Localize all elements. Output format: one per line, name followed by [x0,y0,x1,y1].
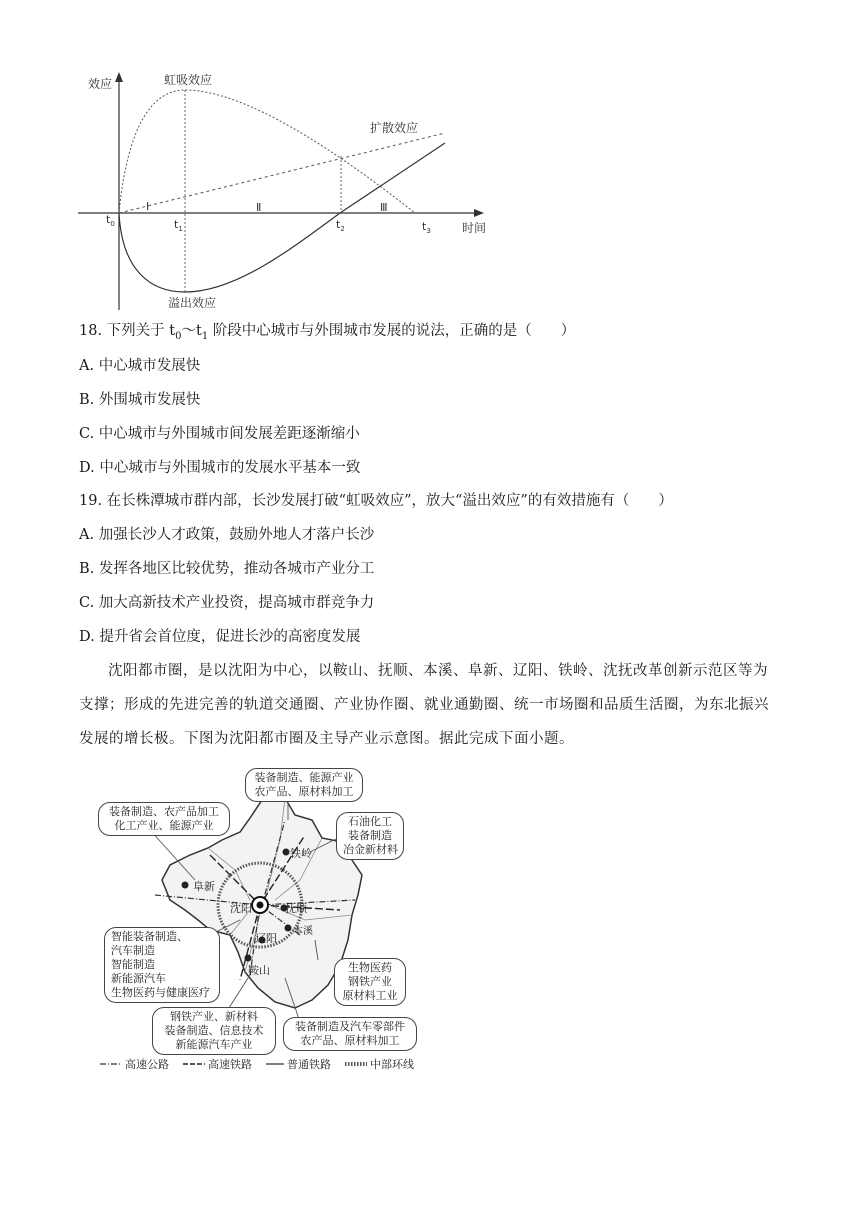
legend-ring: 中部环线 [345,1056,414,1072]
industry-box-shenyang: 智能装备制造、 汽车制造 智能制造 新能源汽车 生物医药与健康医疗 [104,927,220,1003]
anshan-marker [245,955,252,962]
t0-label: $t_0$ [106,213,115,228]
industry-box-fuxin: 装备制造、农产品加工 化工产业、能源产业 [98,802,230,836]
benxi-label: 本溪 [293,926,313,937]
benxi-marker [285,925,292,932]
q18-option-c[interactable]: C. 中心城市与外围城市间发展差距逐渐缩小 [79,426,360,442]
q18-option-a[interactable]: A. 中心城市发展快 [79,358,201,374]
passage-line-3: 发展的增长极。下图为沈阳都市圈及主导产业示意图。据此完成下面小题。 [79,731,574,747]
diffusion-line [119,133,445,213]
q19-option-a[interactable]: A. 加强长沙人才政策，鼓励外地人才落户长沙 [79,527,375,543]
legend-ring-swatch [345,1060,367,1068]
t1-label: $t_1$ [174,218,183,233]
industry-box-benxi: 生物医药 钢铁产业 原材料工业 [334,958,406,1006]
legend-hsr-swatch [183,1060,205,1068]
t3-label: $t_3$ [422,220,431,235]
effects-chart [70,60,500,315]
y-axis-label: 效应 [88,77,113,91]
siphon-label: 虹吸效应 [164,73,213,87]
x-axis-arrow [474,209,484,217]
q18-option-b[interactable]: B. 外围城市发展快 [79,392,201,408]
q19-option-c[interactable]: C. 加大高新技术产业投资，提高城市群竞争力 [79,595,375,611]
y-axis-arrow [115,72,123,82]
industry-box-anshan: 钢铁产业、新材料 装备制造、信息技术 新能源汽车产业 [152,1007,276,1055]
stage-2-label: Ⅱ [256,201,262,214]
industry-box-tieling: 石油化工 装备制造 冶金新材料 [336,812,404,860]
stage-3-label: Ⅲ [380,201,388,214]
passage-line-2: 支撑；形成的先进完善的轨道交通圈、产业协作圈、就业通勤圈、统一市场圈和品质生活圈，为东北振兴 [79,697,769,713]
tieling-label: 铁岭 [290,847,312,860]
fushun-label: 抚顺 [285,902,307,915]
q18-option-d[interactable]: D. 中心城市与外围城市的发展水平基本一致 [79,460,361,476]
q19-option-b[interactable]: B. 发挥各地区比较优势，推动各城市产业分工 [79,561,375,577]
industry-box-top: 装备制造、能源产业 农产品、原材料加工 [245,768,363,802]
tieling-marker [283,849,290,856]
t2-label: $t_2$ [336,218,345,233]
legend-hsr: 高速铁路 [183,1056,252,1072]
x-axis-label: 时间 [462,221,487,235]
shenyang-label: 沈阳 [230,902,252,915]
industry-box-liaoyang: 装备制造及汽车零部件 农产品、原材料加工 [283,1017,417,1051]
liaoyang-label: 辽阳 [255,932,277,945]
q18-stem: 18. 下列关于 $t_0\sim t_1$ 阶段中心城市与外围城市发展的说法，正确的是（ ） [79,323,576,342]
spill-label: 溢出效应 [168,296,217,310]
shenyang-marker-core [257,902,264,909]
stage-1-label: Ⅰ [146,200,150,213]
map-legend [100,1056,414,1072]
fuxin-label: 阜新 [193,880,215,893]
q19-stem: 19. 在长株潭城市群内部，长沙发展打破“虹吸效应”，放大“溢出效应”的有效措施有（ ） [79,493,673,509]
legend-railway: 普通铁路 [266,1056,331,1072]
legend-highway-swatch [100,1060,122,1068]
passage-line-1: 沈阳都市圈，是以沈阳为中心，以鞍山、抚顺、本溪、阜新、辽阳、铁岭、沈抚改革创新示范区等为 [108,663,768,679]
diffusion-label: 扩散效应 [370,121,419,135]
spill-curve [119,143,445,292]
q19-option-d[interactable]: D. 提升省会首位度，促进长沙的高密度发展 [79,629,361,645]
legend-railway-swatch [266,1060,284,1068]
legend-highway: 高速公路 [100,1056,169,1072]
fuxin-marker [182,882,189,889]
anshan-label: 鞍山 [248,964,270,977]
